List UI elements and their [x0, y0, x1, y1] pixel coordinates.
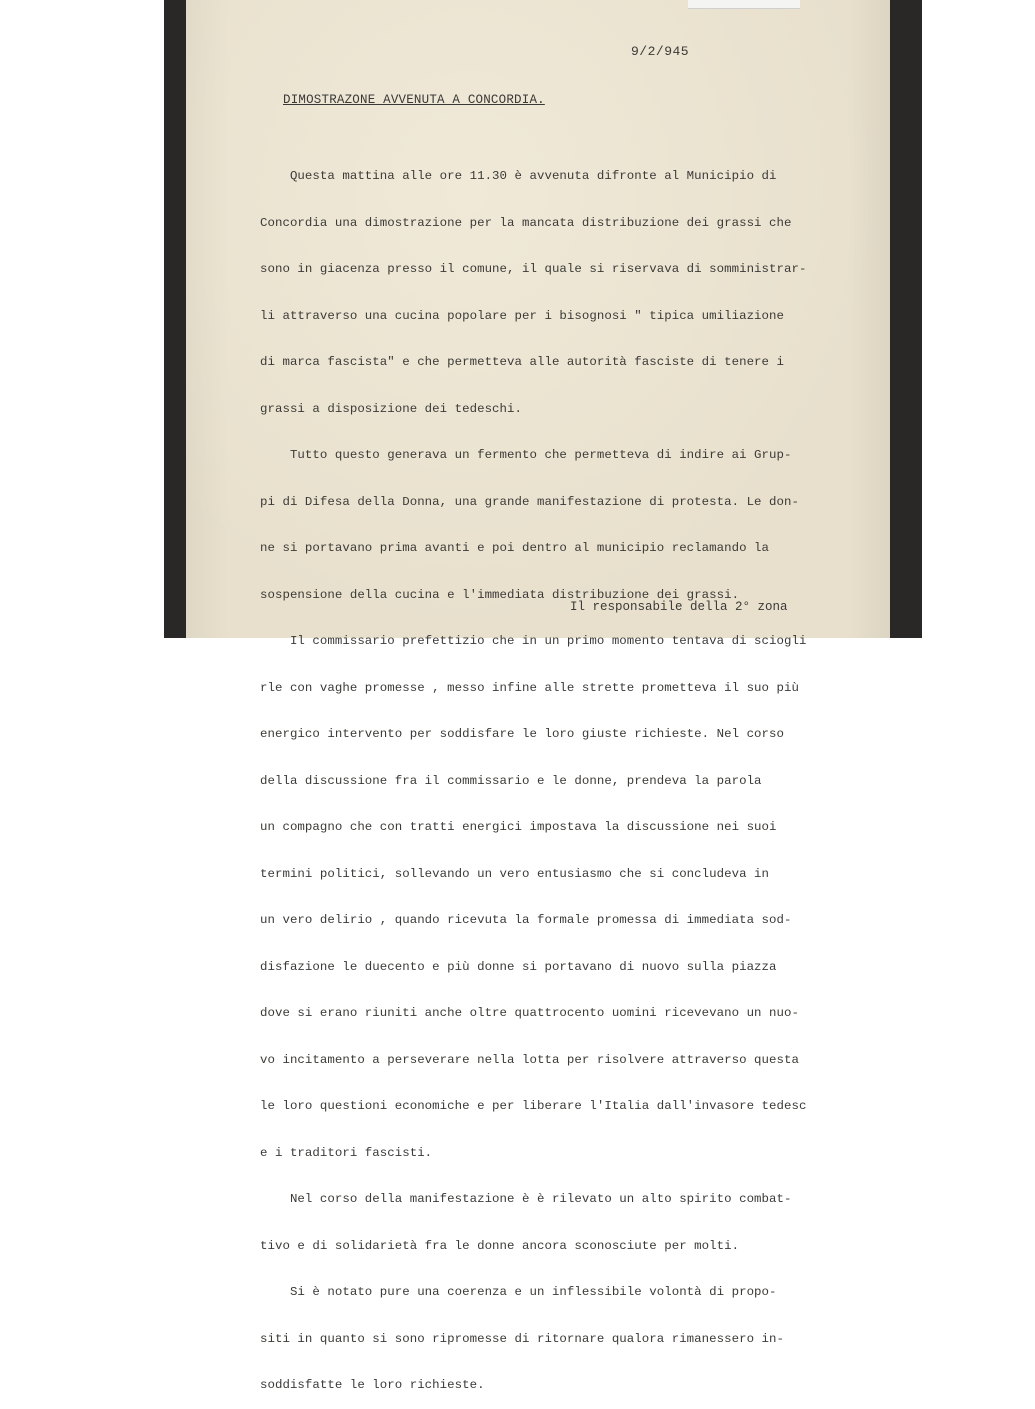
body-line: Concordia una dimostrazione per la mancata distribuzione dei grassi che	[260, 215, 792, 230]
body-line: e i traditori fascisti.	[260, 1145, 433, 1160]
body-line: energico intervento per soddisfare le loro giuste richieste. Nel corso	[260, 727, 784, 741]
body-line: Il commissario prefettizio che in un primo momento tentava di sciogli	[260, 634, 807, 648]
body-line: ne si portavano prima avanti e poi dentro al municipio reclamando la	[260, 541, 770, 555]
body-line: termini politici, sollevando un vero entusiasmo che si concludeva in	[260, 866, 770, 881]
body-line: soddisfatte le loro richieste.	[260, 1378, 485, 1392]
body-line: sospensione della cucina e l'immediata distribuzione dei grassi.	[260, 587, 740, 602]
body-line: Tutto questo generava un fermento che permetteva di indire ai Grup-	[260, 448, 792, 462]
body-line: Questa mattina alle ore 11.30 è avvenuta difronte al Municipio di	[260, 169, 777, 183]
body-line: della discussione fra il commissario e le donne, prendeva la parola	[260, 773, 762, 788]
body-line: sono in giacenza presso il comune, il quale si riservava di somministrar-	[260, 262, 807, 276]
document-date: 9/2/945	[631, 44, 690, 59]
body-line: dove si erano riuniti anche oltre quattrocento uomini ricevevano un nuo-	[260, 1006, 799, 1020]
body-line: Nel corso della manifestazione è è rilevato un alto spirito combat-	[260, 1192, 792, 1206]
paper-tab	[688, 0, 800, 9]
document-title: DIMOSTRAZONE AVVENUTA A CONCORDIA.	[283, 93, 545, 107]
body-line: di marca fascista" e che permetteva alle autorità fasciste di tenere i	[260, 355, 784, 369]
body-line: pi di Difesa della Donna, una grande manifestazione di protesta. Le don-	[260, 494, 799, 509]
body-line: un compagno che con tratti energici impostava la discussione nei suoi	[260, 820, 777, 834]
document-body	[260, 138, 880, 1409]
body-line: rle con vaghe promesse , messo infine alle strette prometteva il suo più	[260, 680, 799, 695]
body-line: siti in quanto si sono ripromesse di ritornare qualora rimanessero in-	[260, 1331, 784, 1346]
body-line: Si è notato pure una coerenza e un inflessibile volontà di propo-	[260, 1285, 777, 1299]
body-line: li attraverso una cucina popolare per i bisognosi " tipica umiliazione	[260, 308, 784, 323]
body-line: un vero delirio , quando ricevuta la formale promessa di immediata sod-	[260, 913, 792, 927]
body-line: tivo e di solidarietà fra le donne ancora sconosciute per molti.	[260, 1238, 740, 1253]
body-line: le loro questioni economiche e per liberare l'Italia dall'invasore tedesc	[260, 1099, 807, 1113]
body-line: vo incitamento a perseverare nella lotta per risolvere attraverso questa	[260, 1052, 799, 1067]
body-line: disfazione le duecento e più donne si portavano di nuovo sulla piazza	[260, 959, 777, 974]
body-line: grassi a disposizione dei tedeschi.	[260, 401, 522, 416]
signature-line: Il responsabile della 2° zona	[570, 600, 788, 614]
